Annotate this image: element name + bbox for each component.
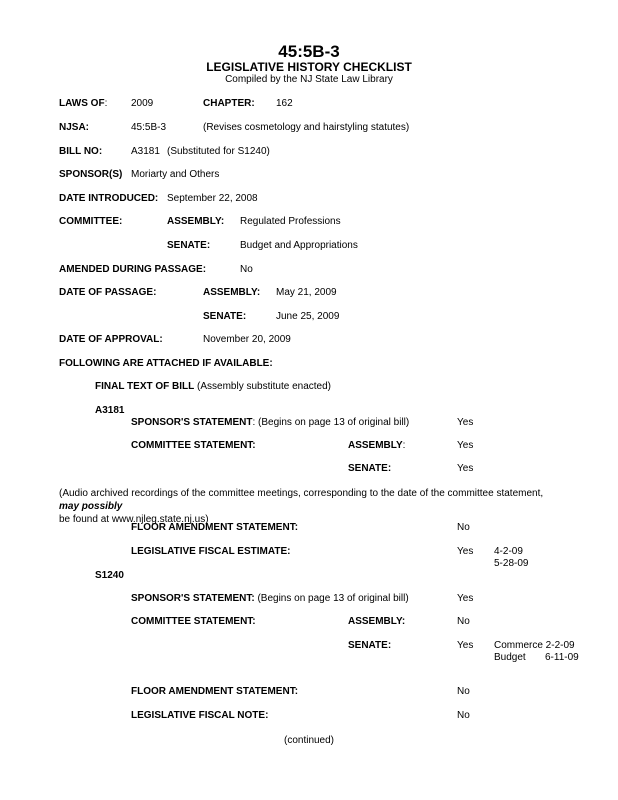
continued-note: (continued) xyxy=(283,735,335,746)
date-introduced-value: September 22, 2008 xyxy=(167,193,258,204)
s1240-floor-value: No xyxy=(457,686,470,697)
njsa-label: NJSA: xyxy=(59,122,90,133)
s1240-sponsor-value: Yes xyxy=(457,593,474,604)
s1240-senate-detail-1: Commerce 2-2-09 xyxy=(494,640,575,651)
s1240-assembly-label: ASSEMBLY: xyxy=(348,616,406,627)
laws-of-value: 2009 xyxy=(131,98,154,109)
a3181-floor-value: No xyxy=(457,522,470,533)
s1240-committee-label: COMMITTEE STATEMENT: xyxy=(131,616,256,627)
a3181-fiscal-date-1: 4-2-09 xyxy=(494,546,523,557)
passage-label: DATE OF PASSAGE: xyxy=(59,287,157,298)
committee-senate-value: Budget and Appropriations xyxy=(240,240,358,251)
approval-value: November 20, 2009 xyxy=(203,334,291,345)
a3181-senate-label: SENATE: xyxy=(348,463,392,474)
bill-no-value: A3181 xyxy=(131,146,160,157)
committee-assembly-value: Regulated Professions xyxy=(240,216,341,227)
s1240-senate-detail-2b: 6-11-09 xyxy=(545,652,579,663)
bill-no-note: (Substituted for S1240) xyxy=(167,146,270,157)
committee-assembly-label: ASSEMBLY: xyxy=(167,216,225,227)
chapter-label: CHAPTER: xyxy=(203,98,255,109)
passage-assembly-value: May 21, 2009 xyxy=(276,287,337,298)
s1240-floor-label: FLOOR AMENDMENT STATEMENT: xyxy=(131,686,299,697)
final-text-row: FINAL TEXT OF BILL (Assembly substitute enacted) xyxy=(95,381,331,392)
amended-label: AMENDED DURING PASSAGE: xyxy=(59,264,207,275)
sponsors-label: SPONSOR(S) xyxy=(59,169,123,180)
laws-of-label: LAWS OF: xyxy=(59,98,108,109)
committee-senate-label: SENATE: xyxy=(167,240,211,251)
a3181-assembly-label: ASSEMBLY: xyxy=(348,440,406,451)
a3181-sponsor-statement: SPONSOR'S STATEMENT: (Begins on page 13 of original bill) xyxy=(131,417,410,428)
njsa-note: (Revises cosmetology and hairstyling statutes) xyxy=(203,122,410,133)
sponsors-value: Moriarty and Others xyxy=(131,169,220,180)
approval-label: DATE OF APPROVAL: xyxy=(59,334,163,345)
passage-senate-value: June 25, 2009 xyxy=(276,311,340,322)
a3181-senate-value: Yes xyxy=(457,463,474,474)
document-number: 45:5B-3 xyxy=(278,42,340,61)
a3181-floor-label: FLOOR AMENDMENT STATEMENT: xyxy=(131,522,299,533)
audio-archive-note: (Audio archived recordings of the committee meetings, corresponding to the date of the committee statement, may possibly be found at www.njleg.state.nj.us) xyxy=(59,488,544,525)
s1240-heading: S1240 xyxy=(95,570,124,581)
chapter-value: 162 xyxy=(276,98,293,109)
passage-senate-label: SENATE: xyxy=(203,311,247,322)
a3181-committee-label: COMMITTEE STATEMENT: xyxy=(131,440,256,451)
a3181-heading: A3181 xyxy=(95,405,125,416)
s1240-senate-label: SENATE: xyxy=(348,640,392,651)
a3181-fiscal-label: LEGISLATIVE FISCAL ESTIMATE: xyxy=(131,546,291,557)
s1240-assembly-value: No xyxy=(457,616,470,627)
document-title: LEGISLATIVE HISTORY CHECKLIST xyxy=(206,60,412,74)
s1240-sponsor-statement: SPONSOR'S STATEMENT: (Begins on page 13 of original bill) xyxy=(131,593,409,604)
document-subtitle: Compiled by the NJ State Law Library xyxy=(225,74,393,85)
a3181-assembly-value: Yes xyxy=(457,440,474,451)
committee-label: COMMITTEE: xyxy=(59,216,123,227)
passage-assembly-label: ASSEMBLY: xyxy=(203,287,261,298)
a3181-fiscal-date-2: 5-28-09 xyxy=(494,558,529,569)
attached-heading: FOLLOWING ARE ATTACHED IF AVAILABLE: xyxy=(59,358,273,369)
s1240-fiscal-value: No xyxy=(457,710,470,721)
bill-no-label: BILL NO: xyxy=(59,146,103,157)
s1240-senate-detail-2a: Budget xyxy=(494,652,526,663)
date-introduced-label: DATE INTRODUCED: xyxy=(59,193,159,204)
amended-value: No xyxy=(240,264,253,275)
a3181-fiscal-value: Yes xyxy=(457,546,474,557)
njsa-value: 45:5B-3 xyxy=(131,122,167,133)
s1240-senate-value: Yes xyxy=(457,640,474,651)
s1240-fiscal-label: LEGISLATIVE FISCAL NOTE: xyxy=(131,710,269,721)
a3181-sponsor-value: Yes xyxy=(457,417,474,428)
